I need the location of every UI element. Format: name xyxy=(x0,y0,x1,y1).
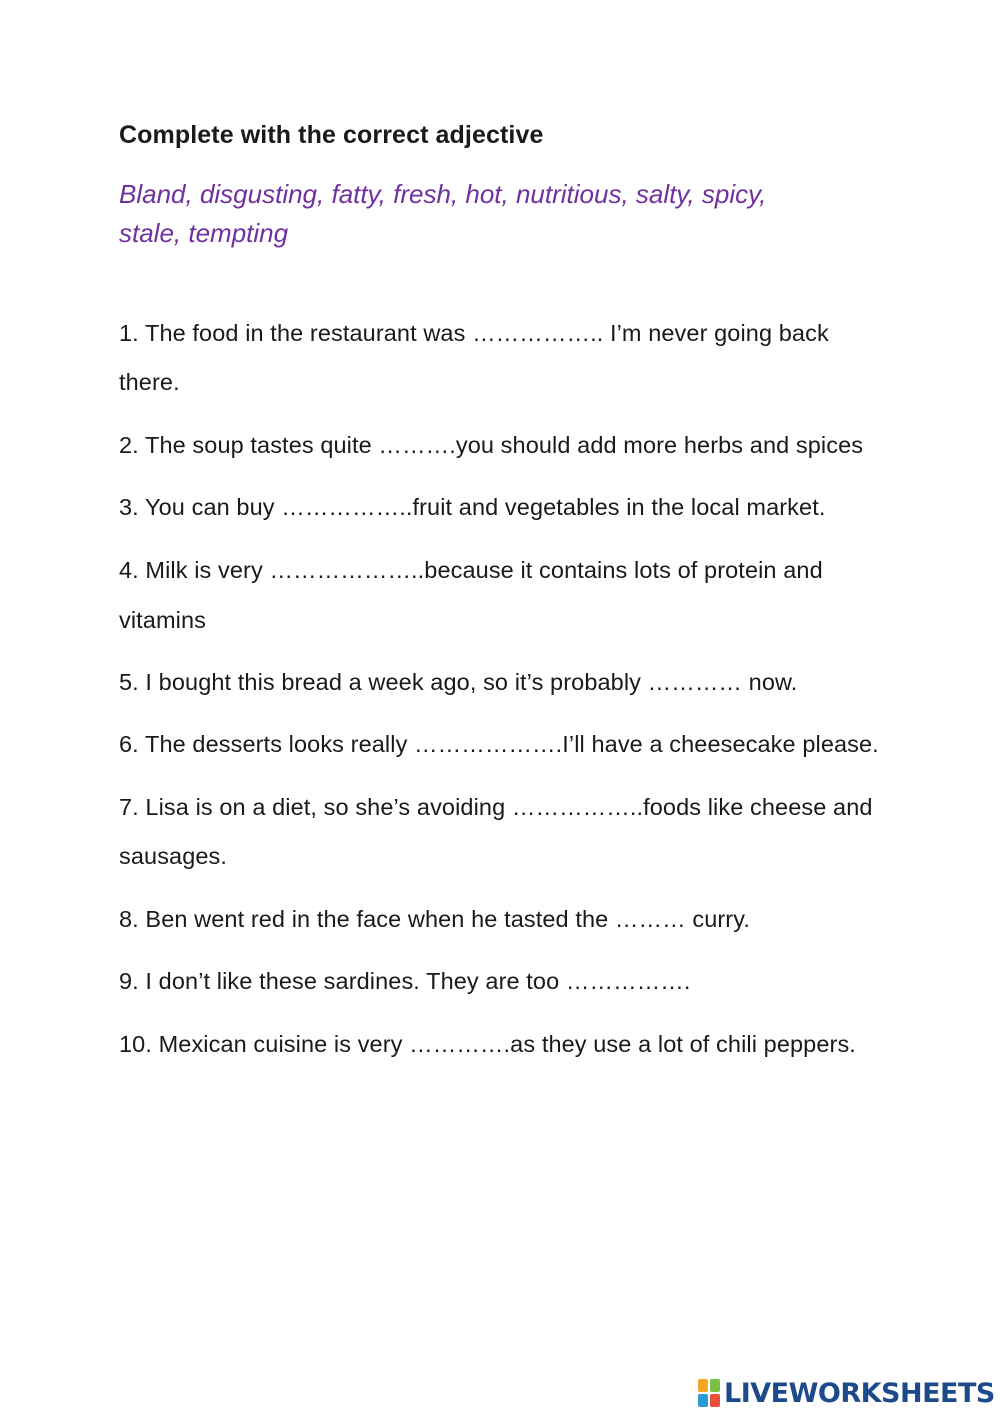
word-bank-line: stale, tempting xyxy=(119,218,289,248)
exercise-4-line-1: 4. Milk is very ………………..because it contains lots of protein and xyxy=(119,557,823,583)
exercise-1-line-1: 1. The food in the restaurant was …………….. I’m never going back xyxy=(119,320,829,346)
exercise-8: 8. Ben went red in the face when he tasted the ……… curry. xyxy=(119,906,750,932)
exercise-4-line-2: vitamins xyxy=(119,607,206,633)
worksheet-title: Complete with the correct adjective xyxy=(119,121,544,149)
liveworksheets-logo xyxy=(697,1376,995,1410)
exercise-7-line-2: sausages. xyxy=(119,843,228,869)
exercise-10: 10. Mexican cuisine is very ………….as they use a lot of chili peppers. xyxy=(119,1031,856,1057)
logo-text: LIVEWORKSHEETS xyxy=(724,1377,995,1409)
exercise-3: 3. You can buy ……………..fruit and vegetables in the local market. xyxy=(119,494,826,520)
logo-square xyxy=(698,1379,708,1392)
exercise-9: 9. I don’t like these sardines. They are too ……………. xyxy=(119,968,691,994)
exercise-7-line-1: 7. Lisa is on a diet, so she’s avoiding ……………..foods like cheese and xyxy=(119,794,873,820)
exercise-2: 2. The soup tastes quite ……….you should add more herbs and spices xyxy=(119,432,864,458)
exercise-6: 6. The desserts looks really ……………….I’ll have a cheesecake please. xyxy=(119,731,879,757)
logo-icon xyxy=(697,1378,721,1408)
logo-square xyxy=(698,1394,708,1407)
word-bank-line: Bland, disgusting, fatty, fresh, hot, nutritious, salty, spicy, xyxy=(119,179,767,209)
word-bank xyxy=(119,175,859,253)
exercise-5: 5. I bought this bread a week ago, so it’s probably ………… now. xyxy=(119,669,798,695)
logo-square xyxy=(710,1379,720,1392)
logo-square xyxy=(710,1394,720,1407)
exercise-1-line-2: there. xyxy=(119,369,180,395)
